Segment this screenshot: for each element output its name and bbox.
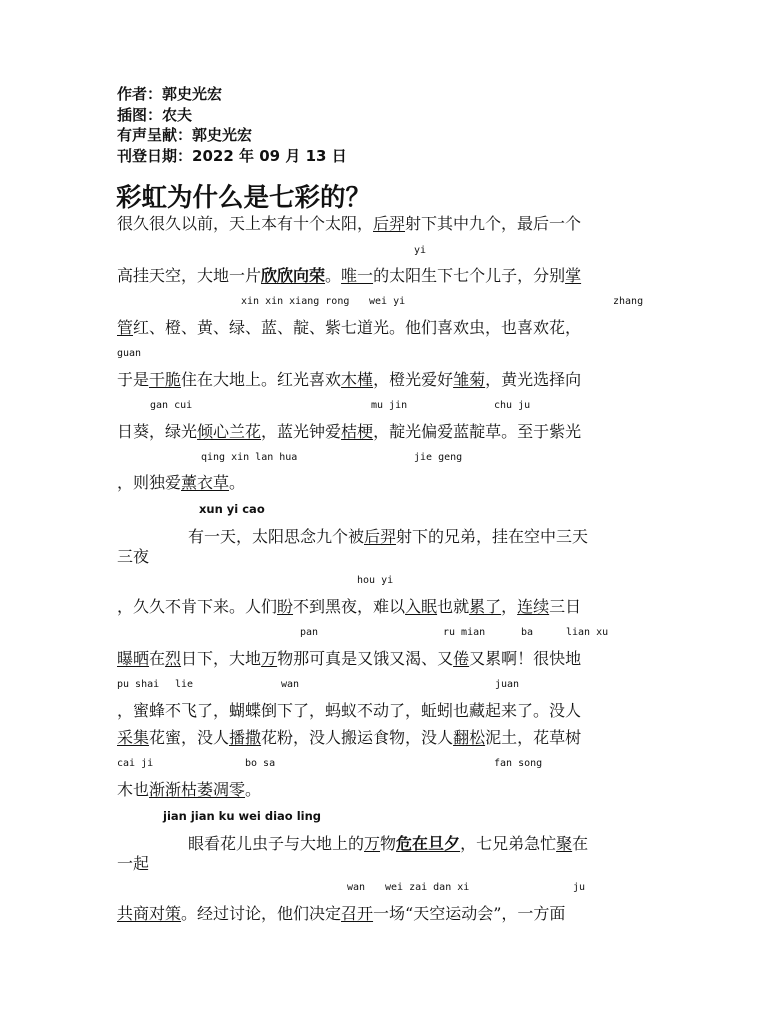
- pinyin-annotation: pu shai: [117, 679, 160, 690]
- vocab-word: 烈: [165, 649, 182, 668]
- text-line: ，则独爱薰衣草。: [117, 473, 246, 492]
- pinyin-annotation: ba: [521, 627, 534, 638]
- vocab-word: 雏菊: [453, 370, 486, 389]
- vocab-word: 采集: [117, 728, 150, 747]
- pinyin-annotation: zhang: [613, 296, 644, 307]
- text-line: 高挂天空，大地一片欣欣向荣。唯一的太阳生下七个儿子，分别掌: [117, 266, 582, 285]
- vocab-word: 盼: [277, 597, 294, 616]
- vocab-word: 连续: [517, 597, 550, 616]
- pinyin-annotation: gan cui: [150, 400, 193, 411]
- vocab-word: 曝晒: [117, 649, 150, 668]
- pinyin-annotation: xin xin xiang rong: [241, 296, 350, 307]
- pinyin-annotation: wei yi: [369, 296, 406, 307]
- text-line: ，蜜蜂不飞了，蝴蝶倒下了，蚂蚁不动了，蚯蚓也藏起来了。没人: [117, 701, 582, 720]
- illustrator-label: 插图：: [117, 105, 163, 124]
- text-line: 木也渐渐枯萎凋零。: [117, 780, 262, 799]
- pinyin-annotation: chu ju: [494, 400, 531, 411]
- vocab-word: 倾心兰花: [197, 422, 262, 441]
- pinyin-annotation: fan song: [494, 758, 543, 769]
- date-day-unit: 日: [331, 146, 347, 165]
- text-line: 三夜: [117, 547, 150, 566]
- pinyin-annotation: hou yi: [357, 575, 394, 586]
- text-line: ，久久不肯下来。人们盼不到黑夜，难以入眠也就累了，连续三日: [117, 597, 582, 616]
- date-year: 2022: [192, 146, 234, 165]
- vocab-word: 唯一: [341, 266, 374, 285]
- pinyin-annotation: pan: [300, 627, 319, 638]
- text-line: 采集花蜜，没人播撒花粉，没人搬运食物，没人翻松泥土，花草树: [117, 728, 582, 747]
- pinyin-annotation: cai ji: [117, 758, 154, 769]
- pinyin-annotation: xun yi cao: [199, 502, 265, 516]
- pinyin-annotation: ju: [573, 882, 586, 893]
- vocab-word: 共商对策: [117, 904, 182, 923]
- audio-name: 郭史光宏: [192, 126, 253, 144]
- audio-row: [117, 125, 347, 146]
- pinyin-annotation: jie geng: [414, 452, 463, 463]
- pinyin-annotation: yi: [414, 245, 427, 256]
- pinyin-annotation: lian xu: [566, 627, 609, 638]
- vocab-word: 倦: [453, 649, 470, 668]
- vocab-word: 万: [364, 834, 381, 853]
- vocab-word: 聚: [556, 834, 573, 853]
- pinyin-annotation: wan: [281, 679, 300, 690]
- vocab-word: 入眠: [405, 597, 438, 616]
- pinyin-annotation: ru mian: [443, 627, 486, 638]
- text-line: 管红、橙、黄、绿、蓝、靛、紫七道光。他们喜欢虫，也喜欢花，: [117, 318, 582, 337]
- vocab-word: 木槿: [341, 370, 374, 389]
- vocab-word: 后羿: [364, 527, 397, 546]
- pinyin-annotation: wan: [347, 882, 366, 893]
- date-year-unit: 年: [239, 146, 255, 165]
- vocab-word: 管: [117, 318, 134, 337]
- vocab-word: 渐渐枯萎凋零: [149, 780, 246, 799]
- date-row: [117, 146, 347, 167]
- date-day: 13: [305, 146, 327, 165]
- vocab-word: 干脆: [149, 370, 182, 389]
- vocab-word: 召开: [341, 904, 374, 923]
- date-month-unit: 月: [285, 146, 301, 165]
- text-line: 日葵，绿光倾心兰花，蓝光钟爱桔梗，靛光偏爱蓝靛草。至于紫光: [117, 422, 582, 441]
- pinyin-annotation: jian jian ku wei diao ling: [163, 809, 322, 823]
- illustrator-row: [117, 105, 347, 126]
- author-row: [117, 84, 347, 105]
- audio-label: 有声呈献：: [117, 126, 193, 144]
- pinyin-annotation: qing xin lan hua: [201, 452, 298, 463]
- vocab-word: 累了: [469, 597, 502, 616]
- author-name: 郭史光宏: [162, 85, 223, 103]
- vocab-word: 掌: [565, 266, 582, 285]
- illustrator-name: 农夫: [162, 105, 193, 124]
- date-label: 刊登日期：: [117, 146, 193, 165]
- vocab-word: 后羿: [373, 214, 406, 233]
- pinyin-annotation: lie: [175, 679, 194, 690]
- pinyin-annotation: mu jin: [371, 400, 408, 411]
- text-line: 眼看花儿虫子与大地上的万物危在旦夕，七兄弟急忙聚在: [188, 834, 589, 853]
- pinyin-annotation: bo sa: [245, 758, 276, 769]
- story-title: 彩虹为什么是七彩的？: [116, 183, 372, 213]
- article-meta: [117, 84, 347, 166]
- vocab-word: 万: [261, 649, 278, 668]
- vocab-word: 欣欣向荣: [261, 266, 326, 285]
- text-line: 有一天，太阳思念九个被后羿射下的兄弟，挂在空中三天: [188, 527, 589, 546]
- pinyin-annotation: juan: [495, 679, 520, 690]
- text-line: 一起: [117, 854, 150, 873]
- text-line: 共商对策。经过讨论，他们决定召开一场“天空运动会”，一方面: [117, 904, 566, 923]
- author-label: 作者：: [117, 85, 163, 103]
- pinyin-annotation: wei zai dan xi: [385, 882, 470, 893]
- vocab-word: 翻松: [453, 728, 486, 747]
- vocab-word: 桔梗: [341, 422, 374, 441]
- vocab-word: 播撒: [229, 728, 262, 747]
- vocab-word: 薰衣草: [181, 473, 230, 492]
- pinyin-annotation: guan: [117, 348, 142, 359]
- vocab-word: 危在旦夕: [396, 834, 461, 853]
- date-month: 09: [259, 146, 281, 165]
- text-line: 曝晒在烈日下，大地万物那可真是又饿又渴、又倦又累啊！很快地: [117, 649, 582, 668]
- text-line: 于是干脆住在大地上。红光喜欢木槿，橙光爱好雏菊，黄光选择向: [117, 370, 582, 389]
- text-line: 很久很久以前，天上本有十个太阳，后羿射下其中九个，最后一个: [117, 214, 582, 233]
